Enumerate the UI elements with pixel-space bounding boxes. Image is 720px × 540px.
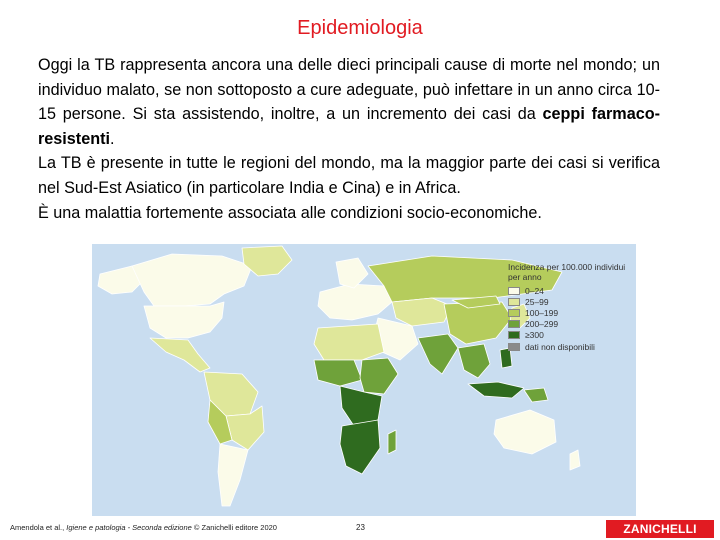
slide-title: Epidemiologia <box>297 17 423 39</box>
map-region-india <box>418 334 458 374</box>
paragraph-1-lead: Oggi la TB rappresenta ancora una delle dieci principali cause di morte nel mondo; un individuo malato, se non sottoposto a cure adeguate, può infettare in un anno circa 10-15 persone. Si sta assistendo, inoltre, a un incremento dei casi da <box>38 56 660 124</box>
zanichelli-logo: ZANICHELLI <box>606 520 714 538</box>
map-region-west-africa <box>314 360 362 386</box>
legend-item <box>508 341 634 352</box>
paragraph-1-tail: . <box>109 129 115 148</box>
legend-item <box>508 319 634 330</box>
paragraph-2: La TB è presente in tutte le regioni del mondo, ma la maggior parte dei casi si verifica nel Sud-Est Asiatico (in particolare India e Cina) e in Africa. <box>38 154 660 197</box>
legend-label: 100–199 <box>525 307 559 318</box>
legend-label: 200–299 <box>525 319 559 330</box>
map-region-scandinavia <box>336 258 368 288</box>
map-region-new-zealand <box>570 450 580 470</box>
legend-label: 0–24 <box>525 285 544 296</box>
map-legend <box>508 262 634 352</box>
legend-swatch <box>508 343 520 351</box>
legend-swatch <box>508 309 520 317</box>
map-region-canada <box>132 254 252 306</box>
footer-credit <box>10 523 277 532</box>
map-region-europe <box>318 284 392 320</box>
legend-label: dati non disponibili <box>525 341 595 352</box>
credit-authors: Amendola et al., <box>10 523 67 532</box>
map-region-central-america <box>150 338 210 372</box>
paragraph-1-emphasis: ceppi farmaco-resistenti <box>38 105 660 148</box>
map-region-southeast-asia <box>458 344 490 378</box>
paragraph-1 <box>38 53 660 151</box>
legend-item <box>508 330 634 341</box>
map-region-southern-cone <box>218 444 248 506</box>
legend-item <box>508 296 634 307</box>
map-region-madagascar <box>388 430 396 454</box>
map-region-china <box>444 302 512 344</box>
legend-swatch <box>508 320 520 328</box>
legend-title: Incidenza per 100.000 individui per anno <box>508 262 626 282</box>
paragraph-3: È una malattia fortemente associata alle condizioni socio-economiche. <box>38 203 542 222</box>
credit-book-title: Igiene e patologia - Seconda edizione <box>66 523 192 532</box>
page-number: 23 <box>356 523 365 532</box>
legend-swatch <box>508 331 520 339</box>
map-region-usa <box>144 302 224 338</box>
tb-incidence-world-map <box>92 244 636 516</box>
legend-swatch <box>508 287 520 295</box>
legend-item <box>508 307 634 318</box>
map-region-southern-africa <box>340 420 380 474</box>
map-region-papua <box>524 388 548 402</box>
legend-label: 25–99 <box>525 296 549 307</box>
slide-body <box>38 53 660 225</box>
credit-publisher: © Zanichelli editore 2020 <box>191 523 277 532</box>
slide-footer <box>0 518 720 540</box>
map-region-australia <box>494 410 556 454</box>
map-region-east-africa <box>360 358 398 394</box>
map-region-central-asia <box>392 298 452 326</box>
map-region-north-africa <box>314 324 384 360</box>
legend-item <box>508 285 634 296</box>
map-region-indonesia <box>468 382 524 398</box>
legend-label: ≥300 <box>525 330 544 341</box>
legend-swatch <box>508 298 520 306</box>
